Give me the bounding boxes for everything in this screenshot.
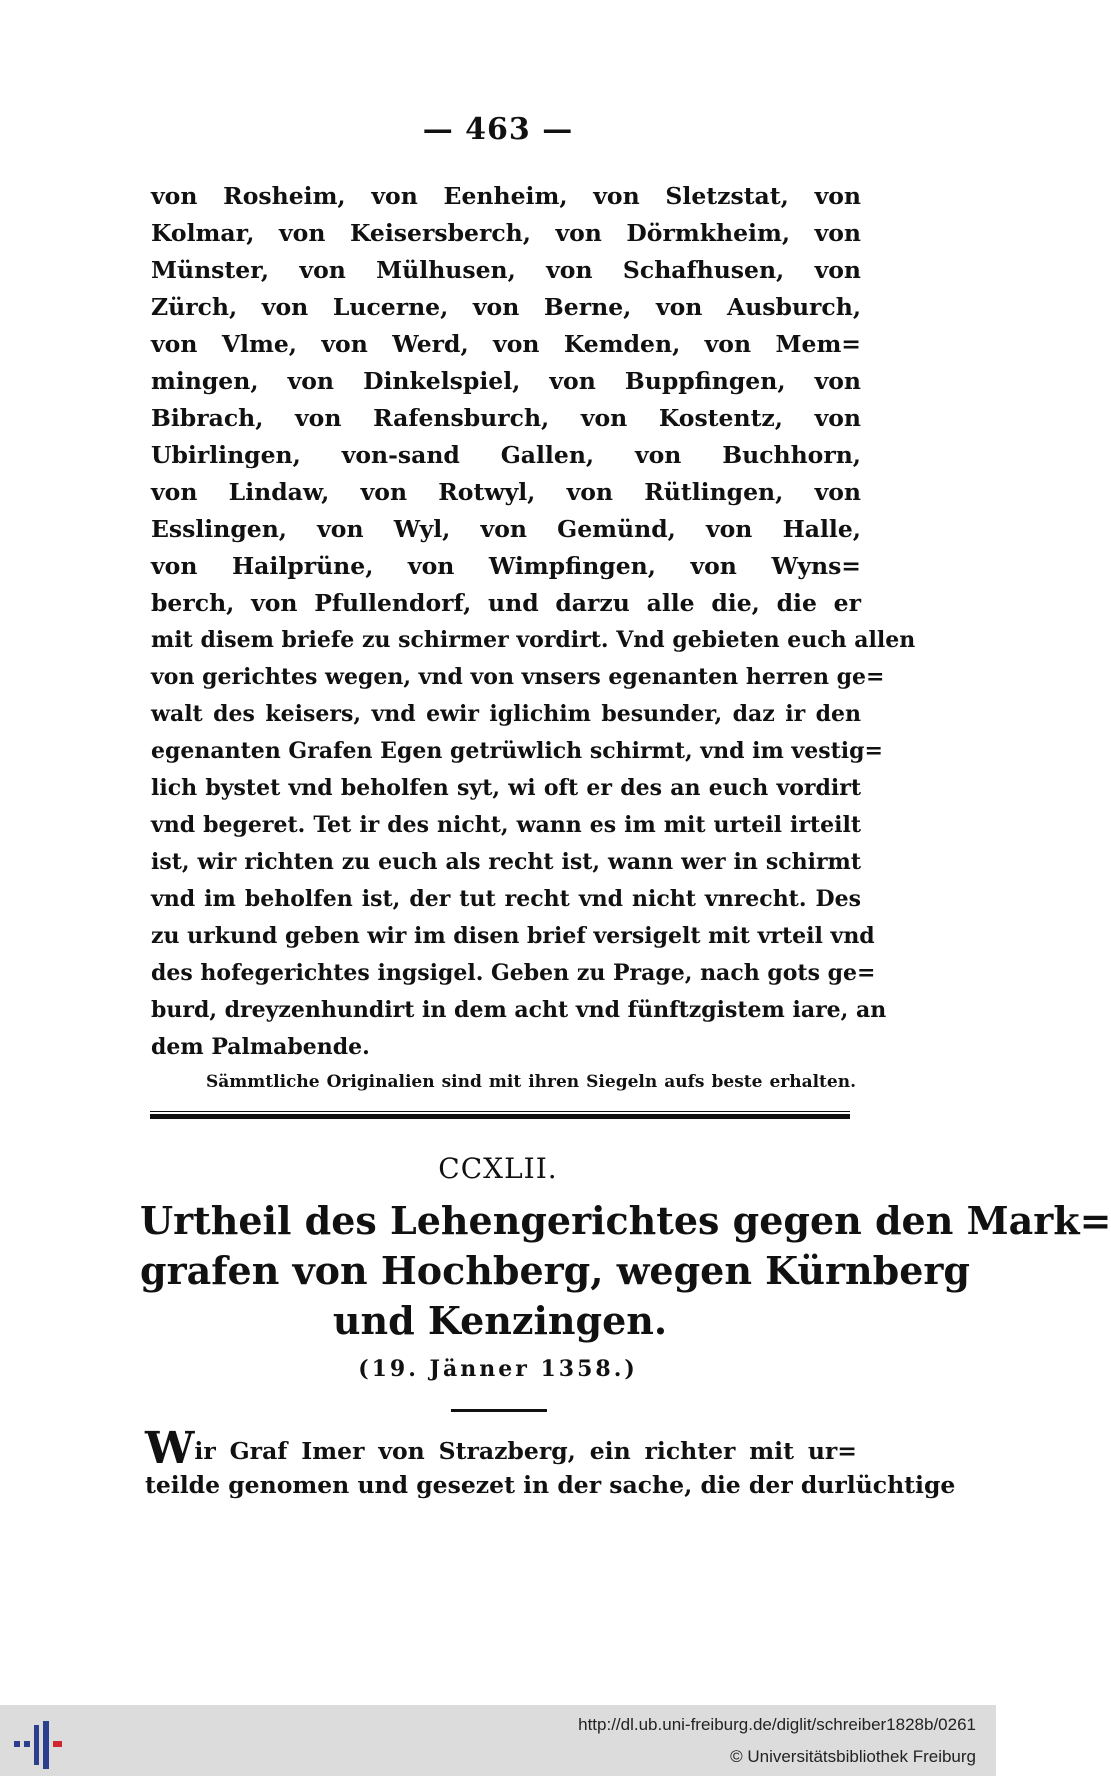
page-number: — 463 — xyxy=(422,112,574,147)
body-text xyxy=(151,178,916,1066)
text-line-last: dem Palmabende. xyxy=(151,1034,370,1060)
text-line: mit disem briefe zu schirmer vordirt. Vnd gebieten euch allen xyxy=(151,627,916,653)
divider-rule xyxy=(150,1114,850,1119)
text-line: von gerichtes wegen, vnd von vnsers egenanten herren ge= xyxy=(151,664,885,690)
text-line: Münster, von Mülhusen, von Schafhusen, von xyxy=(151,256,861,284)
short-divider xyxy=(451,1409,547,1412)
intro-line: teilde genomen und gesezet in der sache, die der durlüchtige xyxy=(145,1471,956,1499)
text-line: vnd begeret. Tet ir des nicht, wann es im mit urteil irteilt xyxy=(151,812,861,838)
text-line: mingen, von Dinkelspiel, von Buppfingen, von xyxy=(151,367,861,395)
ub-freiburg-logo-icon xyxy=(14,1719,62,1769)
heading-line: grafen von Hochberg, wegen Kürnberg xyxy=(140,1248,970,1293)
text-line: Zürch, von Lucerne, von Berne, von Ausburch, xyxy=(151,293,861,321)
text-line: egenanten Grafen Egen getrüwlich schirmt, vnd im vestig= xyxy=(151,738,883,764)
section-number: CCXLII. xyxy=(438,1152,558,1185)
text-line: des hofegerichtes ingsigel. Geben zu Prage, nach gots ge= xyxy=(151,960,876,986)
drop-initial: W xyxy=(145,1423,195,1474)
text-line: von Lindaw, von Rotwyl, von Rütlingen, von xyxy=(151,478,861,506)
document-url-link[interactable]: http://dl.ub.uni-freiburg.de/diglit/schreiber1828b/0261 xyxy=(578,1715,976,1734)
text-line: Kolmar, von Keisersberch, von Dörmkheim, von xyxy=(151,219,861,247)
text-line: ist, wir richten zu euch als recht ist, wann wer in schirmt xyxy=(151,849,861,875)
section-heading xyxy=(140,1196,1111,1346)
text-line: von Hailprüne, von Wimpfingen, von Wyns= xyxy=(151,552,861,580)
text-line: Ubirlingen, von-sand Gallen, von Buchhorn, xyxy=(151,441,861,469)
text-line: walt des keisers, vnd ewir iglichim besunder, daz ir den xyxy=(151,701,861,727)
footnote: Sämmtliche Originalien sind mit ihren Siegeln aufs beste erhalten. xyxy=(206,1072,856,1092)
copyright-text: © Universitätsbibliothek Freiburg xyxy=(730,1747,976,1766)
heading-line: Urtheil des Lehengerichtes gegen den Mark= xyxy=(140,1198,1111,1243)
intro-text xyxy=(145,1423,956,1504)
text-line: burd, dreyzenhundirt in dem acht vnd fünftzgistem iare, an xyxy=(151,997,887,1023)
text-line: von Vlme, von Werd, von Kemden, von Mem= xyxy=(151,330,861,358)
text-line: von Rosheim, von Eenheim, von Sletzstat, von xyxy=(151,182,861,210)
intro-line-text: ir Graf Imer von Strazberg, ein richter mit ur= xyxy=(194,1437,857,1465)
intro-line xyxy=(145,1423,857,1474)
document-date: (19. Jänner 1358.) xyxy=(358,1356,638,1382)
heading-line: und Kenzingen. xyxy=(332,1298,668,1343)
text-line: Bibrach, von Rafensburch, von Kostentz, von xyxy=(151,404,861,432)
text-line: zu urkund geben wir im disen brief versigelt mit vrteil vnd xyxy=(151,923,875,949)
text-line: lich bystet vnd beholfen syt, wi oft er des an euch vordirt xyxy=(151,775,861,801)
text-line: berch, von Pfullendorf, und darzu alle die, die er xyxy=(151,589,861,617)
text-line: Esslingen, von Wyl, von Gemünd, von Halle, xyxy=(151,515,861,543)
footer-bar xyxy=(0,1705,996,1776)
divider-rule-thin xyxy=(150,1111,850,1112)
text-line: vnd im beholfen ist, der tut recht vnd nicht vnrecht. Des xyxy=(151,886,861,912)
